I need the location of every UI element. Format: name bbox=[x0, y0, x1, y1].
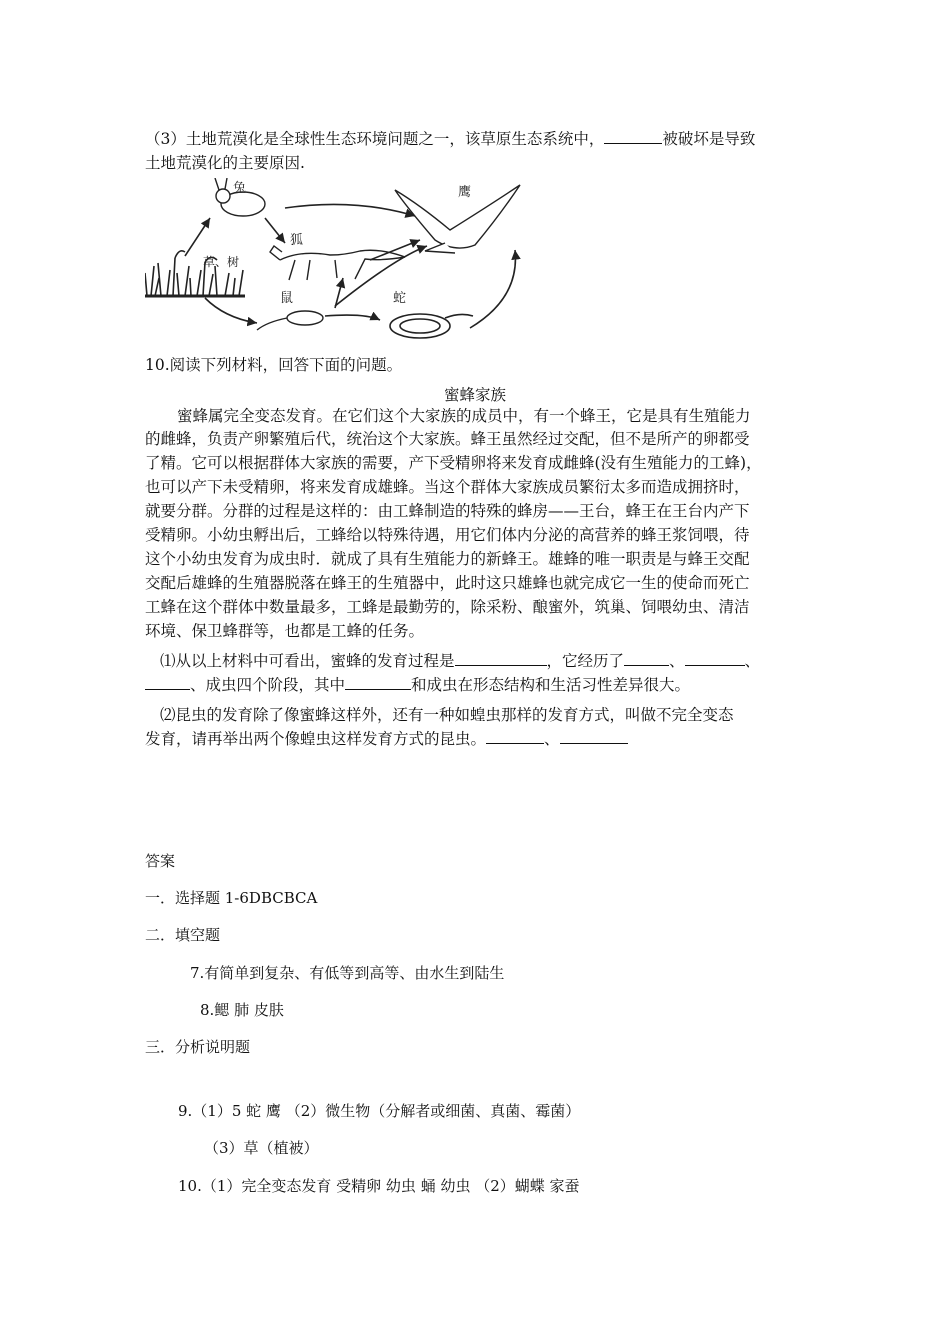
answer-10: 10.（1）完全变态发育 受精卵 幼虫 蛹 幼虫 （2）蝴蝶 家蚕 bbox=[178, 1177, 580, 1195]
q10-para-line: 蜜蜂属完全变态发育。在它们这个大家族的成员中，有一个蜂王，它是具有生殖能力 bbox=[177, 407, 751, 425]
label-fox: 狐 bbox=[290, 233, 304, 248]
answer-9-1: 9.（1）5 蛇 鹰 （2）微生物（分解者或细菌、真菌、霉菌） bbox=[178, 1102, 581, 1120]
q9-3-line1 bbox=[145, 128, 755, 150]
label-rabbit: 兔 bbox=[233, 181, 247, 196]
q10-sub2-text: 发育，请再举出两个像蝗虫这样发育方式的昆虫。 bbox=[145, 730, 487, 748]
q9-3-text-a: （3）土地荒漠化是全球性生态环境问题之一，该草原生态系统中， bbox=[145, 130, 605, 148]
q10-sub1-text: 、 bbox=[744, 652, 761, 670]
q10-sub1-text: 和成虫在形态结构和生活习性差异很大。 bbox=[411, 676, 691, 694]
q10-blank-stage2[interactable] bbox=[685, 651, 745, 666]
q10-para-line: 环境、保卫蜂群等，也都是工蜂的任务。 bbox=[145, 622, 425, 640]
q10-intro: 10.阅读下列材料，回答下面的问题。 bbox=[145, 356, 403, 374]
q10-para-line: 也可以产下未受精卵，将来发育成雄蜂。当这个群体大家族成员繁衍太多而造成拥挤时， bbox=[145, 478, 750, 496]
q10-blank-process[interactable] bbox=[455, 651, 547, 666]
q10-para-line: 就要分群。分群的过程是这样的：由工蜂制造的特殊的蜂房——王台，蜂王在王台内产下 bbox=[145, 502, 750, 520]
q10-sub2-line2 bbox=[145, 728, 628, 750]
food-web-diagram bbox=[145, 178, 540, 348]
q10-sub1-text: 、 bbox=[669, 652, 685, 670]
answer-8: 8.鳃 肺 皮肤 bbox=[200, 1001, 284, 1019]
label-snake: 蛇 bbox=[393, 291, 407, 306]
q9-3-line2: 土地荒漠化的主要原因. bbox=[145, 154, 305, 172]
answer-7: 7.有简单到复杂、有低等到高等、由水生到陆生 bbox=[190, 964, 505, 982]
q10-para-line: 了精。它可以根据群体大家族的需要，产下受精卵将来发育成雌蜂(没有生殖能力的工蜂)， bbox=[145, 454, 762, 472]
answer-9-3: （3）草（植被） bbox=[204, 1139, 319, 1157]
answers-section2: 二．填空题 bbox=[145, 926, 221, 944]
q10-para-line: 的雌蜂，负责产卵繁殖后代，统治这个大家族。蜂王虽然经过交配，但不是所产的卵都受 bbox=[145, 430, 750, 448]
label-mouse: 鼠 bbox=[280, 291, 294, 306]
q10-para-line: 交配后雄蜂的生殖器脱落在蜂王的生殖器中，此时这只雄蜂也就完成它一生的使命而死亡 bbox=[145, 574, 750, 592]
q10-sub1-line1 bbox=[160, 650, 760, 672]
q10-title: 蜜蜂家族 bbox=[443, 386, 506, 404]
answers-heading: 答案 bbox=[145, 852, 176, 870]
q10-blank-stage1[interactable] bbox=[624, 651, 669, 666]
label-hawk: 鹰 bbox=[458, 185, 472, 200]
mouse-drawing bbox=[257, 311, 323, 330]
q10-sub1-line2 bbox=[145, 674, 690, 696]
q9-3-text-b: 被破坏是导致 bbox=[662, 130, 756, 148]
answers-section3: 三．分析说明题 bbox=[145, 1038, 251, 1056]
answers-section1: 一．选择题 1-6DBCBCA bbox=[145, 889, 318, 907]
q9-3-blank[interactable] bbox=[604, 129, 662, 144]
q10-para-line: 工蜂在这个群体中数量最多，工蜂是最勤劳的，除采粉、酿蜜外，筑巢、饲喂幼虫、清洁 bbox=[145, 598, 750, 616]
snake-drawing bbox=[390, 314, 473, 338]
q10-sub2-line1: ⑵昆虫的发育除了像蜜蜂这样外，还有一种如蝗虫那样的发育方式，叫做不完全变态 bbox=[160, 706, 734, 724]
q10-blank-insect2[interactable] bbox=[560, 729, 628, 744]
fox-drawing bbox=[270, 246, 405, 280]
q10-para-line: 受精卵。小幼虫孵出后，工蜂给以特殊待遇，用它们体内分泌的高营养的蜂王浆饲喂，待 bbox=[145, 526, 750, 544]
label-grass: 草、树 bbox=[203, 255, 240, 269]
q10-blank-stage3[interactable] bbox=[145, 675, 190, 690]
q10-sub1-text: 、成虫四个阶段，其中 bbox=[190, 676, 346, 694]
q10-para-line: 这个小幼虫发育为成虫时．就成了具有生殖能力的新蜂王。雄蜂的唯一职责是与蜂王交配 bbox=[145, 550, 750, 568]
q10-blank-stage-compare[interactable] bbox=[345, 675, 411, 690]
q10-sub1-text: ，它经历了 bbox=[546, 652, 625, 670]
q10-sub2-text: 、 bbox=[544, 730, 560, 748]
q10-blank-insect1[interactable] bbox=[486, 729, 544, 744]
q10-sub1-text: ⑴从以上材料中可看出，蜜蜂的发育过程是 bbox=[160, 652, 455, 670]
